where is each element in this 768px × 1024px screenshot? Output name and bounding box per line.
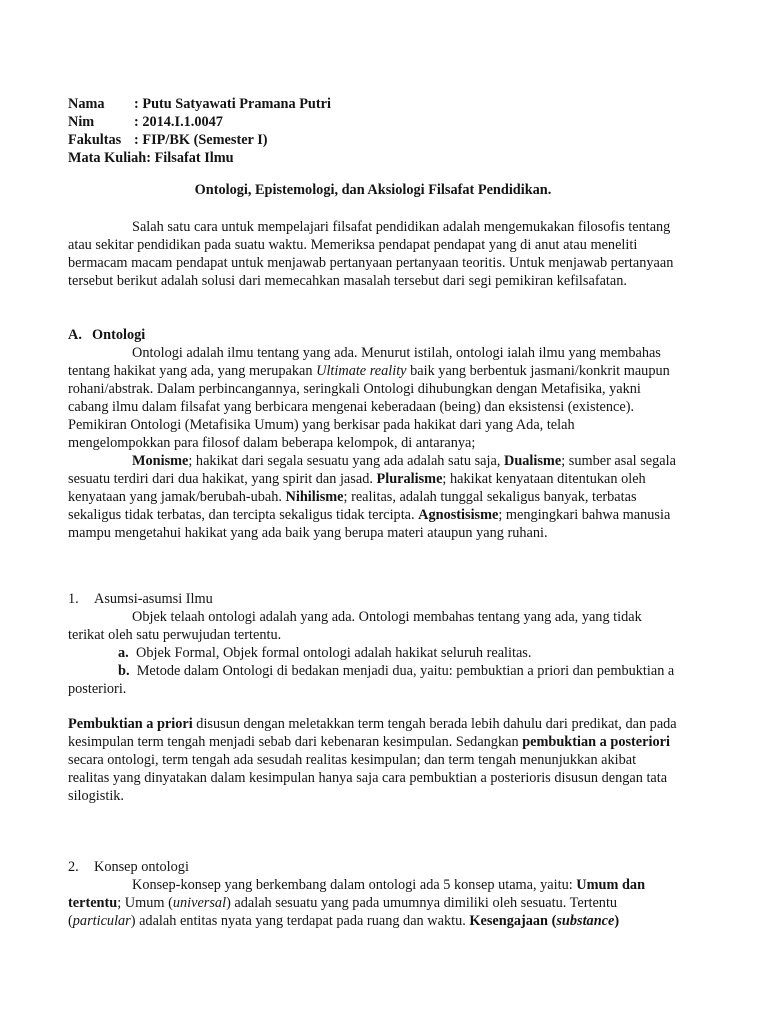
asumsi-paragraph: Objek telaah ontologi adalah yang ada. Ontologi membahas tentang yang ada, yang tidak terikat oleh satu perwujudan tertentu. [68,609,642,643]
intro-paragraph: Salah satu cara untuk mempelajari filsafat pendidikan adalah mengemukakan filosofis tentang atau sekitar pendidikan pada suatu waktu. Memeriksa pendapat pendapat yang di anut atau meneliti bermacam macam pendapat untuk menjawab pertanyaan pertanyaan teoritis. Untuk menjawab pertanyaan tersebut berikut adalah solusi dari memecahkan masalah tersebut dari segi pemikiran kefilsafatan. [68,219,674,289]
student-header [68,95,678,167]
konsep-paragraph: Konsep-konsep yang berkembang dalam ontologi ada 5 konsep utama, yaitu: Umum dan tertentu; Umum (universal) adalah sesuatu yang pada umumnya dimiliki oleh sesuatu. Tertentu (particular) adalah entitas nyata yang terdapat pada ruang dan waktu. Kesengajaan (substance) [68,877,646,929]
header-mata-kuliah: Mata Kuliah: Filsafat Ilmu [68,150,234,166]
item-heading: 2. Konsep ontologi [68,859,189,875]
ontologi-paragraph: Ontologi adalah ilmu tentang yang ada. Menurut istilah, ontologi ialah ilmu yang membahas tentang hakikat yang ada, yang merupakan Ultimate reality baik yang berbentuk jasmani/konkrit maupun rohani/abstrak. Dalam perbincangannya, seringkali Ontologi dihubungkan dengan Metafisika, yakni cabang ilmu dalam filsafat yang berbicara mengenai keberadaan (being) dan eksistensi (existence). Pemikiran Ontologi (Metafisika Umum) yang berkisar pada hakikat dari yang Ada, telah mengelompokkan para filosof dalam beberapa kelompok, di antaranya; [68,345,670,451]
document-title: Ontologi, Epistemologi, dan Aksiologi Filsafat Pendidikan. [194,182,552,198]
item-heading: 1. Asumsi-asumsi Ilmu [68,591,213,607]
header-nama: Nama : Putu Satyawati Pramana Putri [68,96,331,112]
section-konsep-ontologi [68,858,678,930]
header-fakultas: Fakultas : FIP/BK (Semester I) [68,132,268,148]
intro-section [68,218,678,290]
section-heading: A. Ontologi [68,327,146,343]
section-ontologi [68,326,678,542]
aliran-paragraph: Monisme; hakikat dari segala sesuatu yang ada adalah satu saja, Dualisme; sumber asal segala sesuatu terdiri dari dua hakikat, yang spirit dan jasad. Pluralisme; hakikat kenyataan ditentukan oleh kenyataan yang jamak/berubah-ubah. Nihilisme; realitas, adalah tunggal sekaligus banyak, terbatas sekaligus tidak terbatas, dan tercipta sekaligus tidak tercipta. Agnostisisme; mengingkari bahwa manusia mampu mengetahui hakikat yang ada baik yang berupa materi ataupun yang ruhani. [68,453,676,541]
pembuktian-section [68,715,678,805]
pembuktian-paragraph: Pembuktian a priori disusun dengan meletakkan term tengah berada lebih dahulu dari predikat, dan pada kesimpulan term tengah menjadi sebab dari kebenaran kesimpulan. Sedangkan pembuktian a posteriori secara ontologi, term tengah ada sesudah realitas kesimpulan; dan term tengah menunjukkan akibat realitas yang dinyatakan dalam kesimpulan hanya saja cara pembuktian a posterioris disusun dengan tata silogistik. [68,716,677,804]
sub-item-b: b. Metode dalam Ontologi di bedakan menjadi dua, yaitu: pembuktian a priori dan pembuktian a posteriori. [68,663,675,697]
section-asumsi-ilmu [68,590,678,698]
sub-item-a: a. Objek Formal, Objek formal ontologi adalah hakikat seluruh realitas. [118,645,532,661]
header-nim: Nim : 2014.I.1.0047 [68,114,223,130]
